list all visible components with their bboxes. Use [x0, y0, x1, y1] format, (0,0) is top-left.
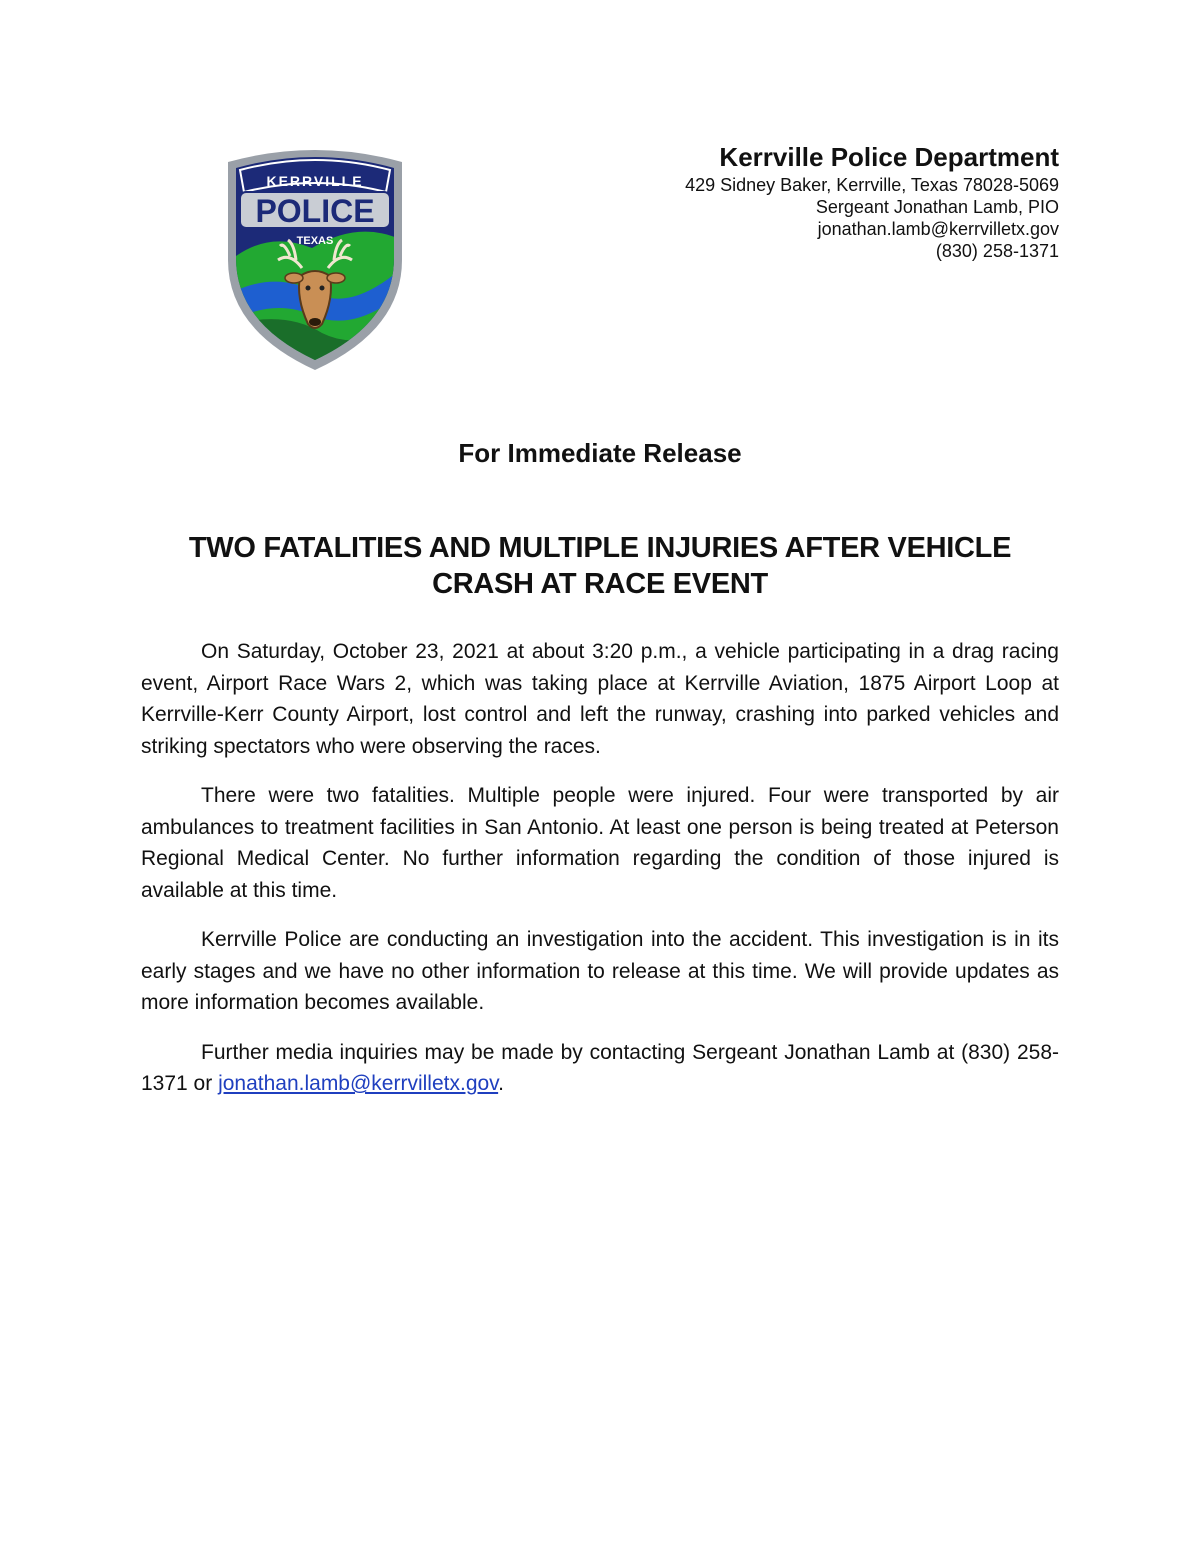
email-link[interactable]: jonathan.lamb@kerrvilletx.gov	[218, 1072, 499, 1095]
department-name: Kerrville Police Department	[719, 142, 1059, 172]
letterhead	[685, 141, 1059, 262]
police-badge-logo	[222, 148, 408, 370]
headline: TWO FATALITIES AND MULTIPLE INJURIES AFTER VEHICLE CRASH AT RACE EVENT	[188, 532, 1012, 600]
contact-phone: (830) 258-1371	[935, 241, 1059, 261]
badge-state-text: TEXAS	[296, 235, 334, 247]
paragraph-2: There were two fatalities. Multiple people were injured. Four were transported by air ambulances to treatment facilities in San Antonio. At least one person is being treated at Peterson Regional Medical Center. No further information regarding the condition of those injured is available at this time.	[141, 784, 1059, 902]
paragraph-4	[141, 1037, 1059, 1100]
department-address: 429 Sidney Baker, Kerrville, Texas 78028-5069	[685, 175, 1059, 195]
contact-email: jonathan.lamb@kerrvilletx.gov	[817, 219, 1059, 239]
press-release-body	[141, 636, 1059, 1118]
paragraph-4-text: Further media inquiries may be made by contacting Sergeant Jonathan Lamb at (830) 258-1371 or	[141, 1040, 1059, 1095]
badge-top-text: KERRVILLE	[266, 173, 364, 189]
contact-name: Sergeant Jonathan Lamb, PIO	[815, 197, 1059, 217]
paragraph-4-end: .	[498, 1072, 504, 1095]
paragraph-3: Kerrville Police are conducting an investigation into the accident. This investigation is in its early stages and we have no other information to release at this time. We will provide updates as more information becomes available.	[141, 928, 1059, 1014]
release-label: For Immediate Release	[458, 438, 742, 468]
badge-main-text: POLICE	[255, 193, 375, 229]
paragraph-1: On Saturday, October 23, 2021 at about 3:20 p.m., a vehicle participating in a drag racing event, Airport Race Wars 2, which was taking place at Kerrville Aviation, 1875 Airport Loop at Kerrville-Kerr County Airport, lost control and left the runway, crashing into parked vehicles and striking spectators who were observing the races.	[141, 640, 1059, 758]
